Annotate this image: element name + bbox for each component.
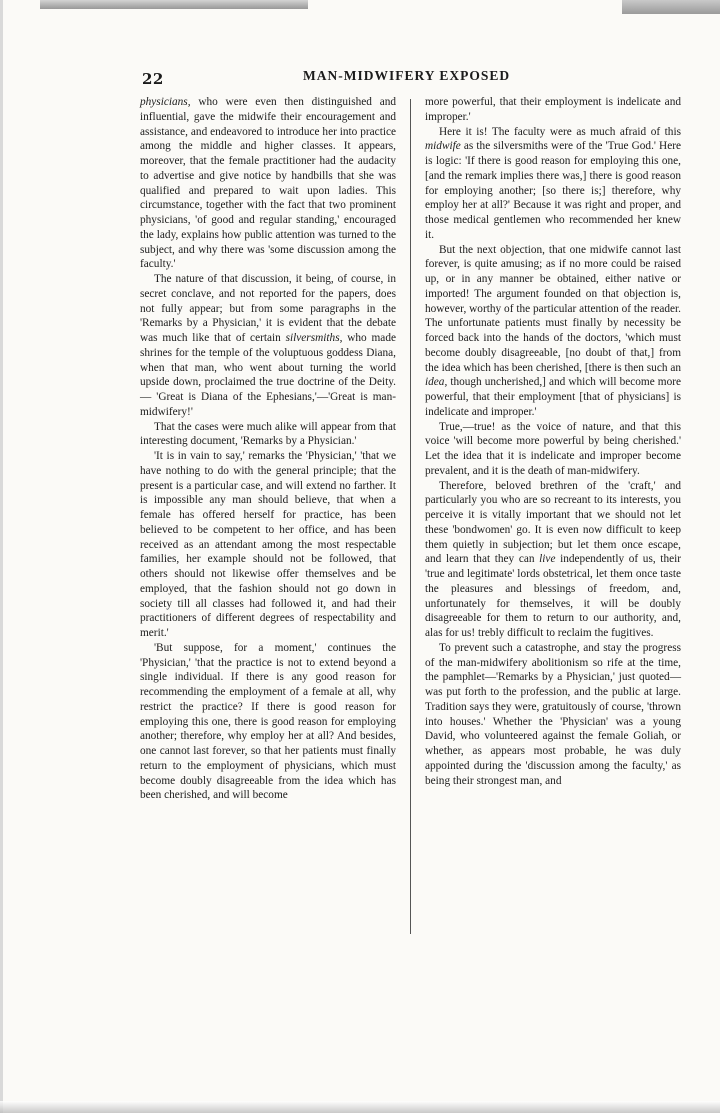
right-column bbox=[425, 95, 681, 934]
column-divider bbox=[410, 99, 411, 934]
text-columns bbox=[140, 95, 681, 934]
scan-edge-left bbox=[0, 0, 3, 1113]
paragraph: To prevent such a catastrophe, and stay the progress of the man-midwifery abolitionism so rife at the time, the pamphlet—'Remarks by a Physician,' just quoted—was put forth to the profession, and the public at large. Tradition says they were, gratuitously of course, 'thrown into houses.' Whether the 'Physician' was a young David, who volunteered against the female Goliah, or whether, as appears most probable, he was duly appointed during the 'discussion among the faculty,' as being their strongest man, and bbox=[425, 641, 681, 787]
paragraph: 'It is in vain to say,' remarks the 'Physician,' 'that we have nothing to do with the general principle; that the present is a particular case, and will extend no farther. It is impossible any man should believe, that when a female has offered herself for practice, has been believed to be competent to her office, and has been received as an attendant among the most respectable families, her example should not be followed, that others should not likewise offer themselves and be employed, that the fashion should not go down in society till all classes had followed it, and had their practitioners of different degrees of respectability and merit.' bbox=[140, 450, 396, 639]
paragraph: Here it is! The faculty were as much afraid of this midwife as the silversmiths were of the 'True God.' Here is logic: 'If there is good reason for employing this one, [and the remark implies there was,] there is good reason for employing another; [so there is;] therefore, why employ her at all?' Because it was right and proper, and those medical gentlemen who recommended her knew it. bbox=[425, 125, 681, 241]
paragraph: True,—true! as the voice of nature, and that this voice 'will become more powerful by being cherished.' Let the idea that it is indelicate and improper become prevalent, and it is the death of man-midwifery. bbox=[425, 420, 681, 477]
left-column bbox=[140, 95, 396, 934]
paragraph: Therefore, beloved brethren of the 'craft,' and particularly you who are so recreant to its interests, you perceive it is vitally important that we should not let these 'bondwomen' go. It is even now difficult to keep them quietly in subjection; but let them once escape, and learn that they can live independently of us, their 'true and legitimate' lords obstetrical, let them once taste the pleasures and blessings of freedom, and, unfortunately for themselves, it will be doubly disagreeable for them to return to our authority, and, alas for us! trebly difficult to reclaim the fugitives. bbox=[425, 479, 682, 639]
scan-edge-top-left bbox=[40, 0, 308, 9]
paragraph: more powerful, that their employment is indelicate and improper.' bbox=[425, 96, 681, 123]
running-head: MAN-MIDWIFERY EXPOSED bbox=[303, 68, 511, 83]
scan-edge-top-right bbox=[622, 0, 720, 14]
paragraph: The nature of that discussion, it being, of course, in secret conclave, and not reported for the papers, does not fully appear; but from some paragraphs in the 'Remarks by a Physician,' it is evident that the debate was much like that of certain silversmiths, who made shrines for the temple of the voluptuous goddess Diana, when that man, who went about turning the world upside down, proclaimed the true doctrine of the Deity.— 'Great is Diana of the Ephesians,'—'Great is man-midwifery!' bbox=[140, 273, 396, 418]
page-number: 22 bbox=[142, 70, 164, 88]
paragraph: But the next objection, that one midwife cannot last forever, is quite amusing; as if no more could be raised up, or in any manner be obtained, either native or imported! The argument founded on that objection is, however, worthy of the particular attention of the reader. The unfortunate patients must finally by necessity be forced back into the hands of the doctors, 'which must become doubly disagreeable, [no doubt of that,] from the idea which has been cherished, [there is then such an idea, though uncherished,] and which will become more powerful, that their employment [that of physicians] is indelicate and improper.' bbox=[425, 243, 681, 418]
paragraph: 'But suppose, for a moment,' continues the 'Physician,' 'that the practice is not to extend beyond a single individual. If there is any good reason for recommending the employment of a female at all, why restrict the practice? If there is good reason for employing this one, there is good reason for employing another; therefore, why employ her at all? And besides, one cannot last forever, so that her patients must finally return to the employment of physicians, which must become doubly disagreeable from the idea which has been cherished, and will become bbox=[140, 641, 396, 802]
scan-edge-bottom bbox=[0, 1101, 720, 1113]
paragraph: That the cases were much alike will appear from that interesting document, 'Remarks by a Physician.' bbox=[140, 420, 396, 448]
paragraph: physicians, who were even then distinguished and influential, gave the midwife their encouragement and assistance, and endeavored to introduce her into practice among the middle and higher classes. It appears, moreover, that the female practitioner had the audacity to advertise and give notice by handbills that she was qualified and prepared to wait upon ladies. This circumstance, together with the fact that two prominent physicians, 'of good and regular standing,' encouraged the lady, explains how public attention was turned to the subject, and why there was 'some discussion among the faculty.' bbox=[140, 96, 396, 271]
